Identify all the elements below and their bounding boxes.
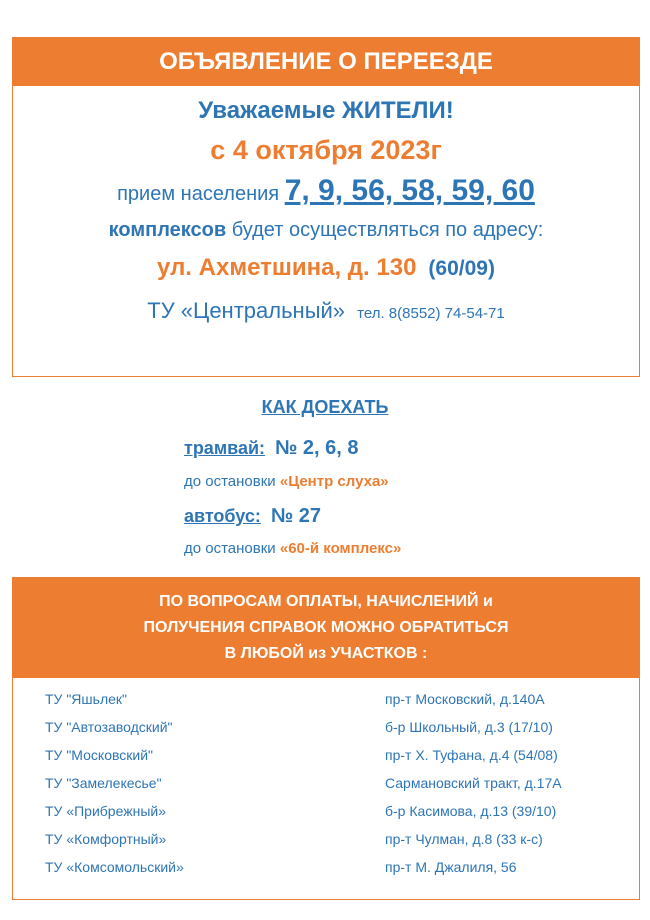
move-date: с 4 октября 2023г <box>210 135 442 165</box>
new-address: ул. Ахметшина, д. 130 <box>157 254 417 281</box>
complex-numbers: 7, 9, 56, 58, 59, 60 <box>284 174 535 207</box>
tram-numbers: № 2, 6, 8 <box>275 437 359 459</box>
bus-numbers: № 27 <box>270 505 321 527</box>
office-item-name: ТУ "Автозаводский" <box>45 719 173 735</box>
list-item <box>13 687 639 715</box>
bus-stop-name: «60-й комплекс» <box>279 540 402 557</box>
office-item-address: пр-т Московский, д.140А <box>385 691 545 707</box>
address-code: (60/09) <box>428 257 495 280</box>
office-name: ТУ «Центральный» <box>147 298 346 323</box>
office-item-address: б-р Школьный, д.3 (17/10) <box>385 719 553 735</box>
new-address-line <box>13 251 639 286</box>
bus-route <box>184 505 321 528</box>
office-item-name: ТУ «Прибрежный» <box>45 803 166 819</box>
offices-banner-line1: ПО ВОПРОСАМ ОПЛАТЫ, НАЧИСЛЕНИЙ и <box>159 593 493 610</box>
office-item-address: пр-т М. Джалиля, 56 <box>385 859 517 875</box>
office-item-address: пр-т Х. Туфана, д.4 (54/08) <box>385 747 558 763</box>
office-item-name: ТУ "Замелекесье" <box>45 775 162 791</box>
tram-route <box>184 437 359 460</box>
bus-label: автобус: <box>184 506 261 526</box>
list-item <box>13 799 639 827</box>
office-item-name: ТУ "Яшьлек" <box>45 691 127 707</box>
tram-stop <box>184 473 389 490</box>
list-item <box>13 827 639 855</box>
offices-box <box>12 577 640 900</box>
list-item <box>13 743 639 771</box>
office-item-address: пр-т Чулман, д.8 (33 к-с) <box>385 831 543 847</box>
directions-title: КАК ДОЕХАТЬ <box>261 397 389 417</box>
list-item <box>13 771 639 799</box>
offices-list <box>13 678 639 883</box>
office-item-name: ТУ «Комфортный» <box>45 831 167 847</box>
offices-banner-line3: В ЛЮБОЙ из УЧАСТКОВ : <box>224 645 428 662</box>
reception-prefix: прием населения <box>117 183 280 205</box>
list-item <box>13 715 639 743</box>
office-item-name: ТУ «Комсомольский» <box>45 859 184 875</box>
tram-stop-name: «Центр слуха» <box>279 473 389 490</box>
tram-label: трамвай: <box>184 438 266 458</box>
offices-banner <box>13 578 639 678</box>
offices-banner-line2: ПОЛУЧЕНИЯ СПРАВОК МОЖНО ОБРАТИТЬСЯ <box>143 619 509 636</box>
office-item-address: Сармановский тракт, д.17А <box>385 775 562 791</box>
list-item <box>13 855 639 883</box>
office-item-address: б-р Касимова, д.13 (39/10) <box>385 803 557 819</box>
announcement-box <box>12 37 640 377</box>
bus-stop-prefix: до остановки <box>184 540 276 557</box>
address-phrase: будет осуществляться по адресу: <box>231 219 544 241</box>
announcement-banner: ОБЪЯВЛЕНИЕ О ПЕРЕЕЗДЕ <box>13 38 639 86</box>
bus-stop <box>184 540 401 557</box>
office-item-name: ТУ "Московский" <box>45 747 153 763</box>
greeting: Уважаемые ЖИТЕЛИ! <box>198 97 454 124</box>
complexes-word: комплексов <box>108 219 227 241</box>
office-phone: тел. 8(8552) 74-54-71 <box>357 305 505 322</box>
tram-stop-prefix: до остановки <box>184 473 276 490</box>
office-line <box>13 294 639 331</box>
reception-line <box>13 172 639 213</box>
address-phrase-line <box>13 213 639 247</box>
